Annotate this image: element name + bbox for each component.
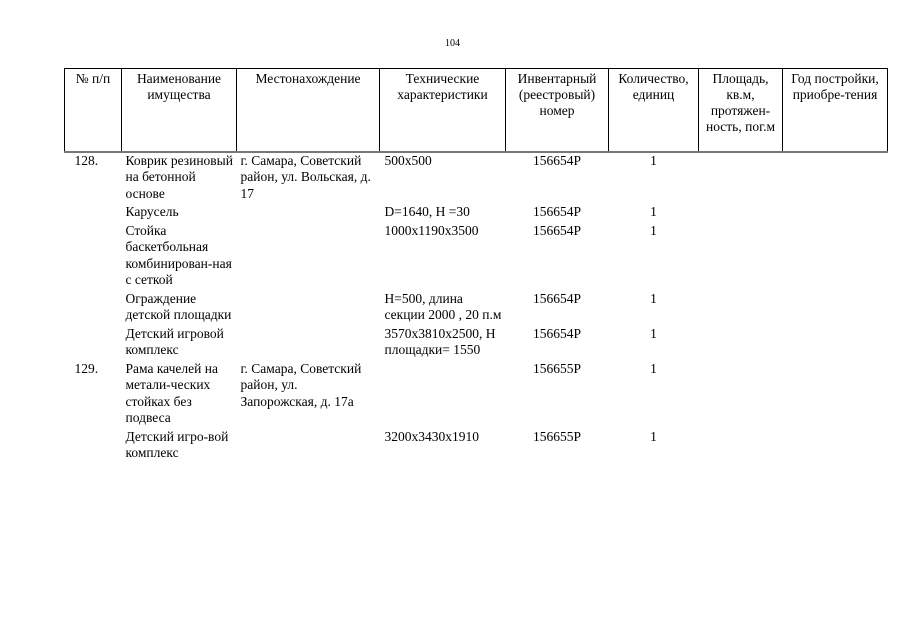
row-inventory: 156654Р [532,222,581,238]
row-name: Стойка баскетбольная комбинирован-ная с сеткой [125,222,232,287]
row-quantity: 1 [650,204,657,219]
row-tech: H=500, длина секции 2000 , 20 п.м [384,290,502,322]
row-quantity: 1 [650,325,657,341]
property-register-table [64,68,888,464]
row-area [699,429,783,464]
row-area [699,326,783,361]
table-row [65,326,888,361]
row-location [237,223,380,291]
table-row [65,152,888,205]
row-year [783,223,888,291]
row-tech: 1000х1190х3500 [384,222,479,238]
row-quantity: 1 [650,222,657,238]
row-year [783,326,888,361]
row-quantity: 1 [650,290,657,306]
table-header-row [65,69,888,152]
row-area [699,361,783,429]
row-tech [380,361,506,429]
row-num [65,291,122,326]
row-inventory: 156654Р [532,152,581,168]
row-inventory: 156654Р [532,325,581,341]
header-tech: Технические характеристики [380,69,506,152]
row-location: г. Самара, Советский район, ул. Вольская, д. 17 [240,152,371,201]
row-location [237,429,380,464]
row-num: 129. [74,360,99,376]
row-area [699,204,783,223]
row-num [65,429,122,464]
table-row [65,223,888,291]
row-num: 128. [74,152,99,168]
row-area [699,152,783,205]
table-row [65,429,888,464]
row-quantity: 1 [650,428,657,444]
row-location [237,291,380,326]
row-inventory: 156655Р [532,428,581,444]
row-year [783,291,888,326]
row-year [783,152,888,205]
row-year [783,204,888,223]
row-tech: 3570х3810х2500, H площадки= 1550 [384,325,496,357]
row-inventory: 156655Р [532,360,581,376]
header-area: Площадь, кв.м, протяжен-ность, пог.м [699,69,783,152]
row-num [65,204,122,223]
row-name: Карусель [125,204,179,219]
row-name: Рама качелей на метали-ческих стойках без подвеса [125,360,218,425]
row-location [237,204,380,223]
header-num: № п/п [65,69,122,152]
row-location: г. Самара, Советский район, ул. Запорожская, д. 17а [240,360,362,409]
header-location: Местонахождение [237,69,380,152]
row-name: Детский игровой комплекс [125,325,224,357]
row-year [783,361,888,429]
row-tech: 3200х3430х1910 [384,428,479,444]
row-quantity: 1 [650,360,657,376]
row-name: Коврик резиновый на бетонной основе [125,152,233,201]
table-row [65,204,888,223]
header-name: Наименование имущества [122,69,237,152]
row-inventory: 156654Р [532,290,581,306]
row-tech: D=1640, H =30 [384,204,470,219]
row-area [699,223,783,291]
row-name: Детский игро-вой комплекс [125,428,229,460]
row-area [699,291,783,326]
page-number: 104 [445,38,460,49]
header-quantity: Количество, единиц [609,69,699,152]
row-name: Ограждение детской площадки [125,290,232,322]
row-num [65,223,122,291]
header-year: Год постройки, приобре-тения [783,69,888,152]
row-location [237,326,380,361]
table-row [65,291,888,326]
row-num [65,326,122,361]
header-inventory: Инвентарный (реестровый) номер [506,69,609,152]
row-quantity: 1 [650,152,657,168]
row-inventory: 156654Р [532,204,581,219]
row-year [783,429,888,464]
row-tech: 500х500 [384,152,432,168]
table-row [65,361,888,429]
